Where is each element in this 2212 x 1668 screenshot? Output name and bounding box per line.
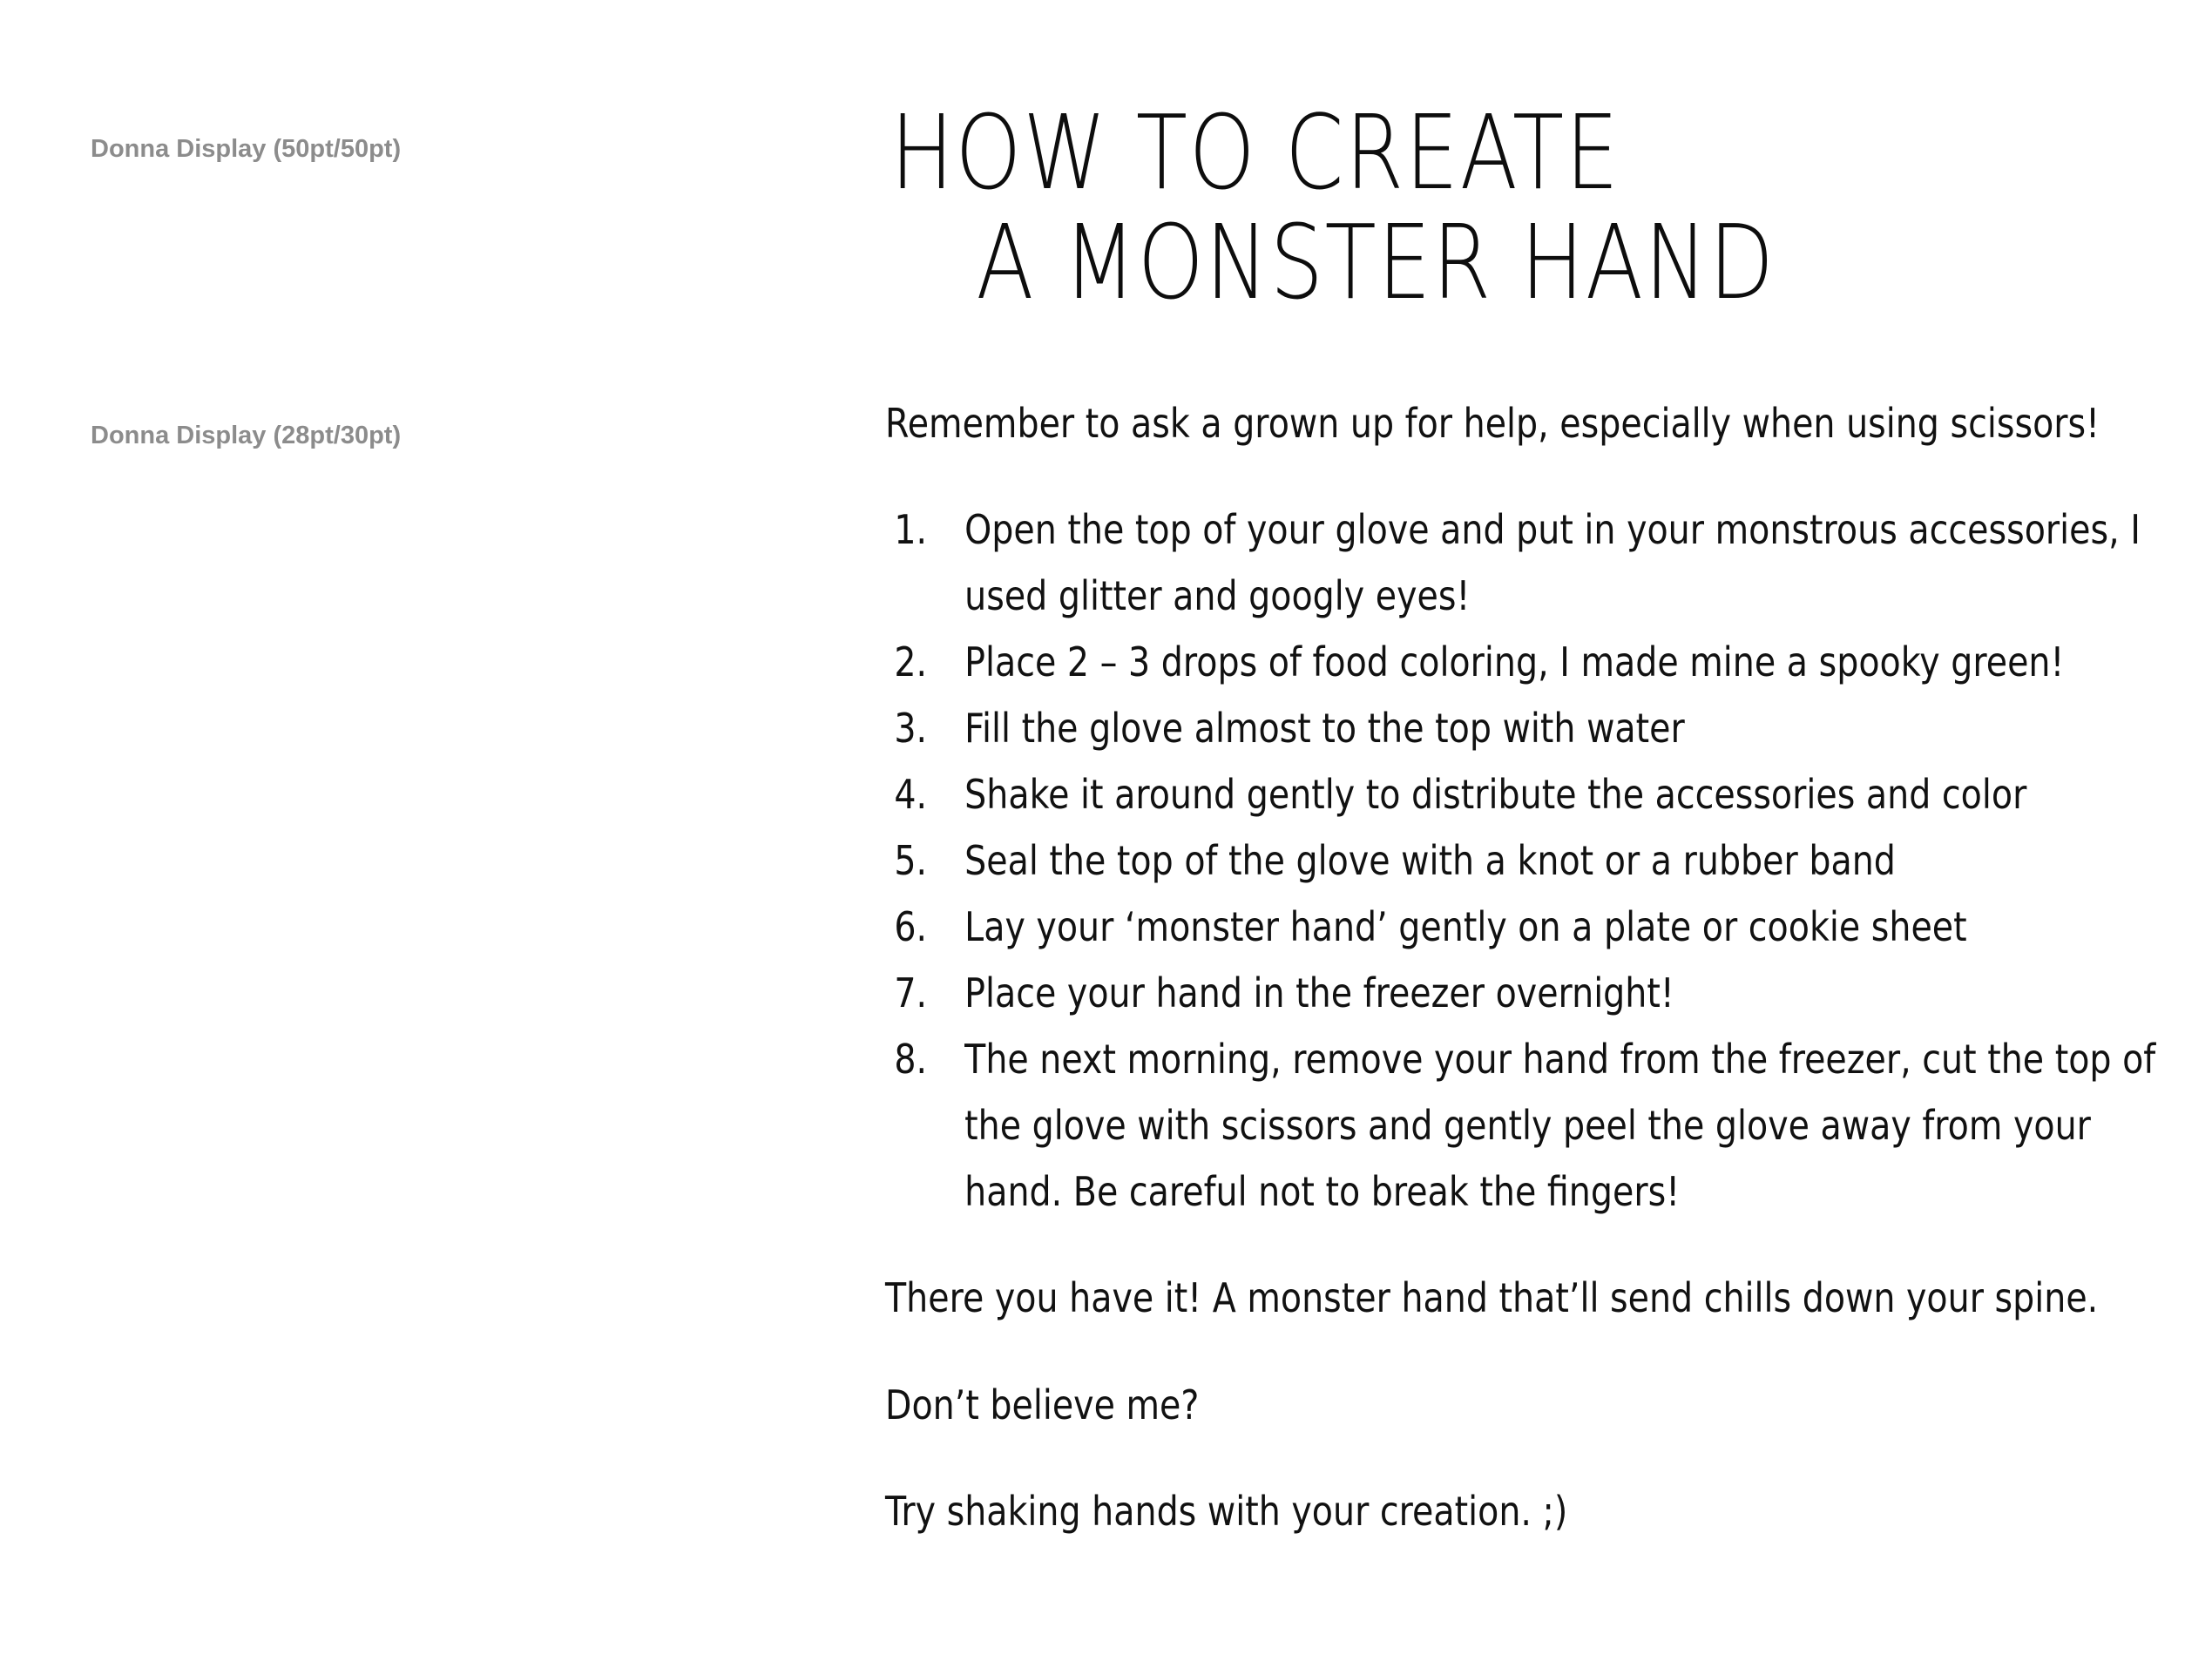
step-text: Place 2 – 3 drops of food coloring, I made mine a spooky green! [964, 638, 2065, 685]
intro-paragraph: Remember to ask a grown up for help, especially when using scissors! [885, 400, 2100, 447]
step-text-content: Open the top of your glove and put in your monstrous accessories, I used glitter and googly eyes! [964, 506, 2141, 619]
page-title-line-1: HOW TO CREATE [890, 92, 1620, 213]
step-number: 7. [894, 969, 928, 1016]
body-font-spec-label: Donna Display (28pt/30pt) [91, 422, 402, 449]
step-text: Fill the glove almost to the top with water [964, 705, 1685, 752]
list-item [885, 761, 2174, 827]
step-number: 5. [894, 837, 928, 884]
page-title [890, 92, 1776, 322]
step-text [964, 496, 2174, 629]
step-text: The next morning, remove your hand from the freezer, cut the top of the glove with scissors and gently peel the glove away from your hand. Be careful not to break the fingers! [964, 1036, 2156, 1215]
list-item [885, 695, 2174, 761]
outro-line-3: Try shaking hands with your creation. ;) [885, 1488, 1568, 1535]
step-number: 1. [894, 506, 928, 553]
list-item [885, 894, 2174, 960]
step-text: Place your hand in the freezer overnight! [964, 969, 1674, 1016]
outro-line-1: There you have it! A monster hand that’ll send chills down your spine. [885, 1274, 2099, 1321]
step-number: 4. [894, 771, 928, 818]
step-number: 3. [894, 705, 928, 752]
list-item [885, 827, 2174, 894]
step-text: Lay your ‘monster hand’ gently on a plate or cookie sheet [964, 903, 1967, 950]
step-text: Seal the top of the glove with a knot or a rubber band [964, 837, 1896, 884]
list-item [885, 496, 2174, 629]
list-item [885, 629, 2174, 695]
step-number: 2. [894, 638, 928, 685]
list-item [885, 1026, 2174, 1225]
outro-line-2: Don’t believe me? [885, 1381, 1200, 1428]
step-number: 8. [894, 1036, 928, 1083]
instructions-list [885, 496, 2174, 1225]
title-font-spec-label: Donna Display (50pt/50pt) [91, 135, 402, 163]
step-number: 6. [894, 903, 928, 950]
page-title-line-2: A MONSTER HAND [976, 202, 1776, 322]
step-text: Shake it around gently to distribute the accessories and color [964, 771, 2027, 818]
list-item [885, 960, 2174, 1026]
